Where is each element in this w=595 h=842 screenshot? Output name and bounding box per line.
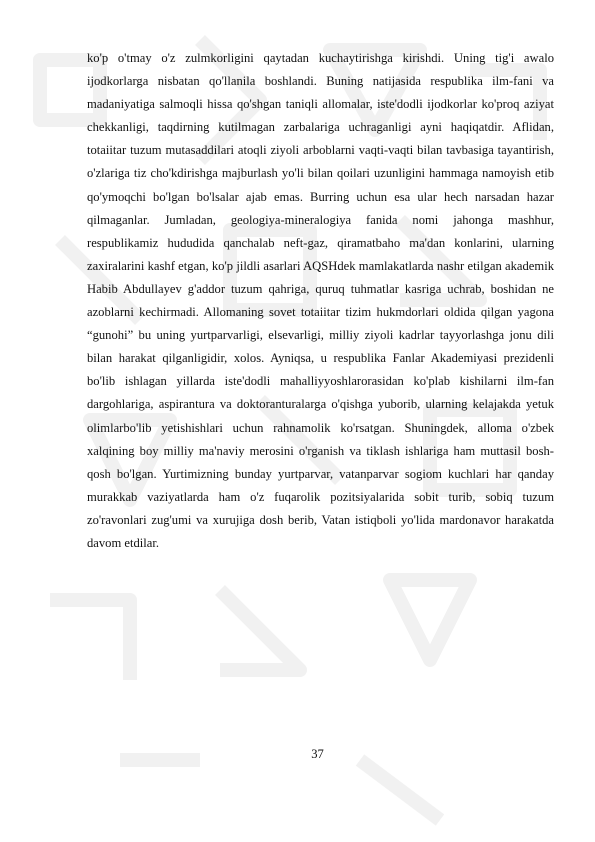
page-number: 37 bbox=[311, 747, 324, 761]
body-paragraph: ko'p o'tmay o'z zulmkorligini qaytadan kuchaytirishga kirishdi. Uning tig'i awalo ijodkorlarga nisbatan qo'llanila boshlandi. Buning natijasida respublika ilm-fani va madaniyatiga salmoqli hissa qo'shgan taniqli allomalar, iste'dodli ijodkorlar ko'proq aziyat chekkanligi, taqdirning kutilmagan zarbalariga uchraganligi ayni haqiqatdir. Aflidan, totaiitar tuzum mutasaddilari atoqli ziyoli arboblarni vaqti-vaqti bilan tavbasiga tayantirish, o'zlariga tiz cho'kdirishga majburlash yo'li bilan qoilari uzunligini hammaga namoyish etib qo'ymoqchi bo'lgan bo'lsalar ajab emas. Burring uchun esa ular hech narsadan hazar qilmaganlar. Jumladan, geologiya-mineralogiya fanida nomi jahonga mashhur, respublikamiz hududida qanchalab neft-gaz, qiramatbaho ma'dan konlarini, ularning zaxiralarini kashf etgan, ko'p jildli asarlari AQSHdek mamlakatlarda nashr etilgan akademik Habib Abdullayev g'addor tuzum qahriga, quruq tuhmatlar kasriga uchrab, boshidan ne azoblarni kechirmadi. Allomaning sovet totaiitar tizim hukmdorlari oldida qilgan yagona “gunohi” bu uning yurtparvarligi, elsevarligi, milliy ziyoli kadrlar tayyorlashga jonu dili bilan harakat qilganligidir, xolos. Ayniqsa, u respublika Fanlar Akademiyasi prezidenli bo'lib ishlagan yillarda iste'dodli mahalliyyoshlarorasidan ko'plab kishilarni ilm-fan dargohlariga, aspirantura va doktoranturalarga o'qishga yuborib, ularning kelajakda yetuk olimlarbo'lib yetishishlari uchun rahnamolik ko'rsatgan. Shuningdek, alloma o'zbek xalqining boy milliy ma'naviy merosini o'rganish va tiklash ishlariga ham muttasil bosh-qosh bo'lgan. Yurtimizning bunday yurtparvar, vatanparvar sogiom kuchlari har qanday murakkab vaziyatlarda ham o'z fuqarolik pozitsiyalarida sobit turib, sobiq tuzum zo'ravonlari zug'umi va xurujiga dosh berib, Vatan istiqboli yo'lida mardonavor harakatda davom etdilar. bbox=[87, 51, 554, 550]
